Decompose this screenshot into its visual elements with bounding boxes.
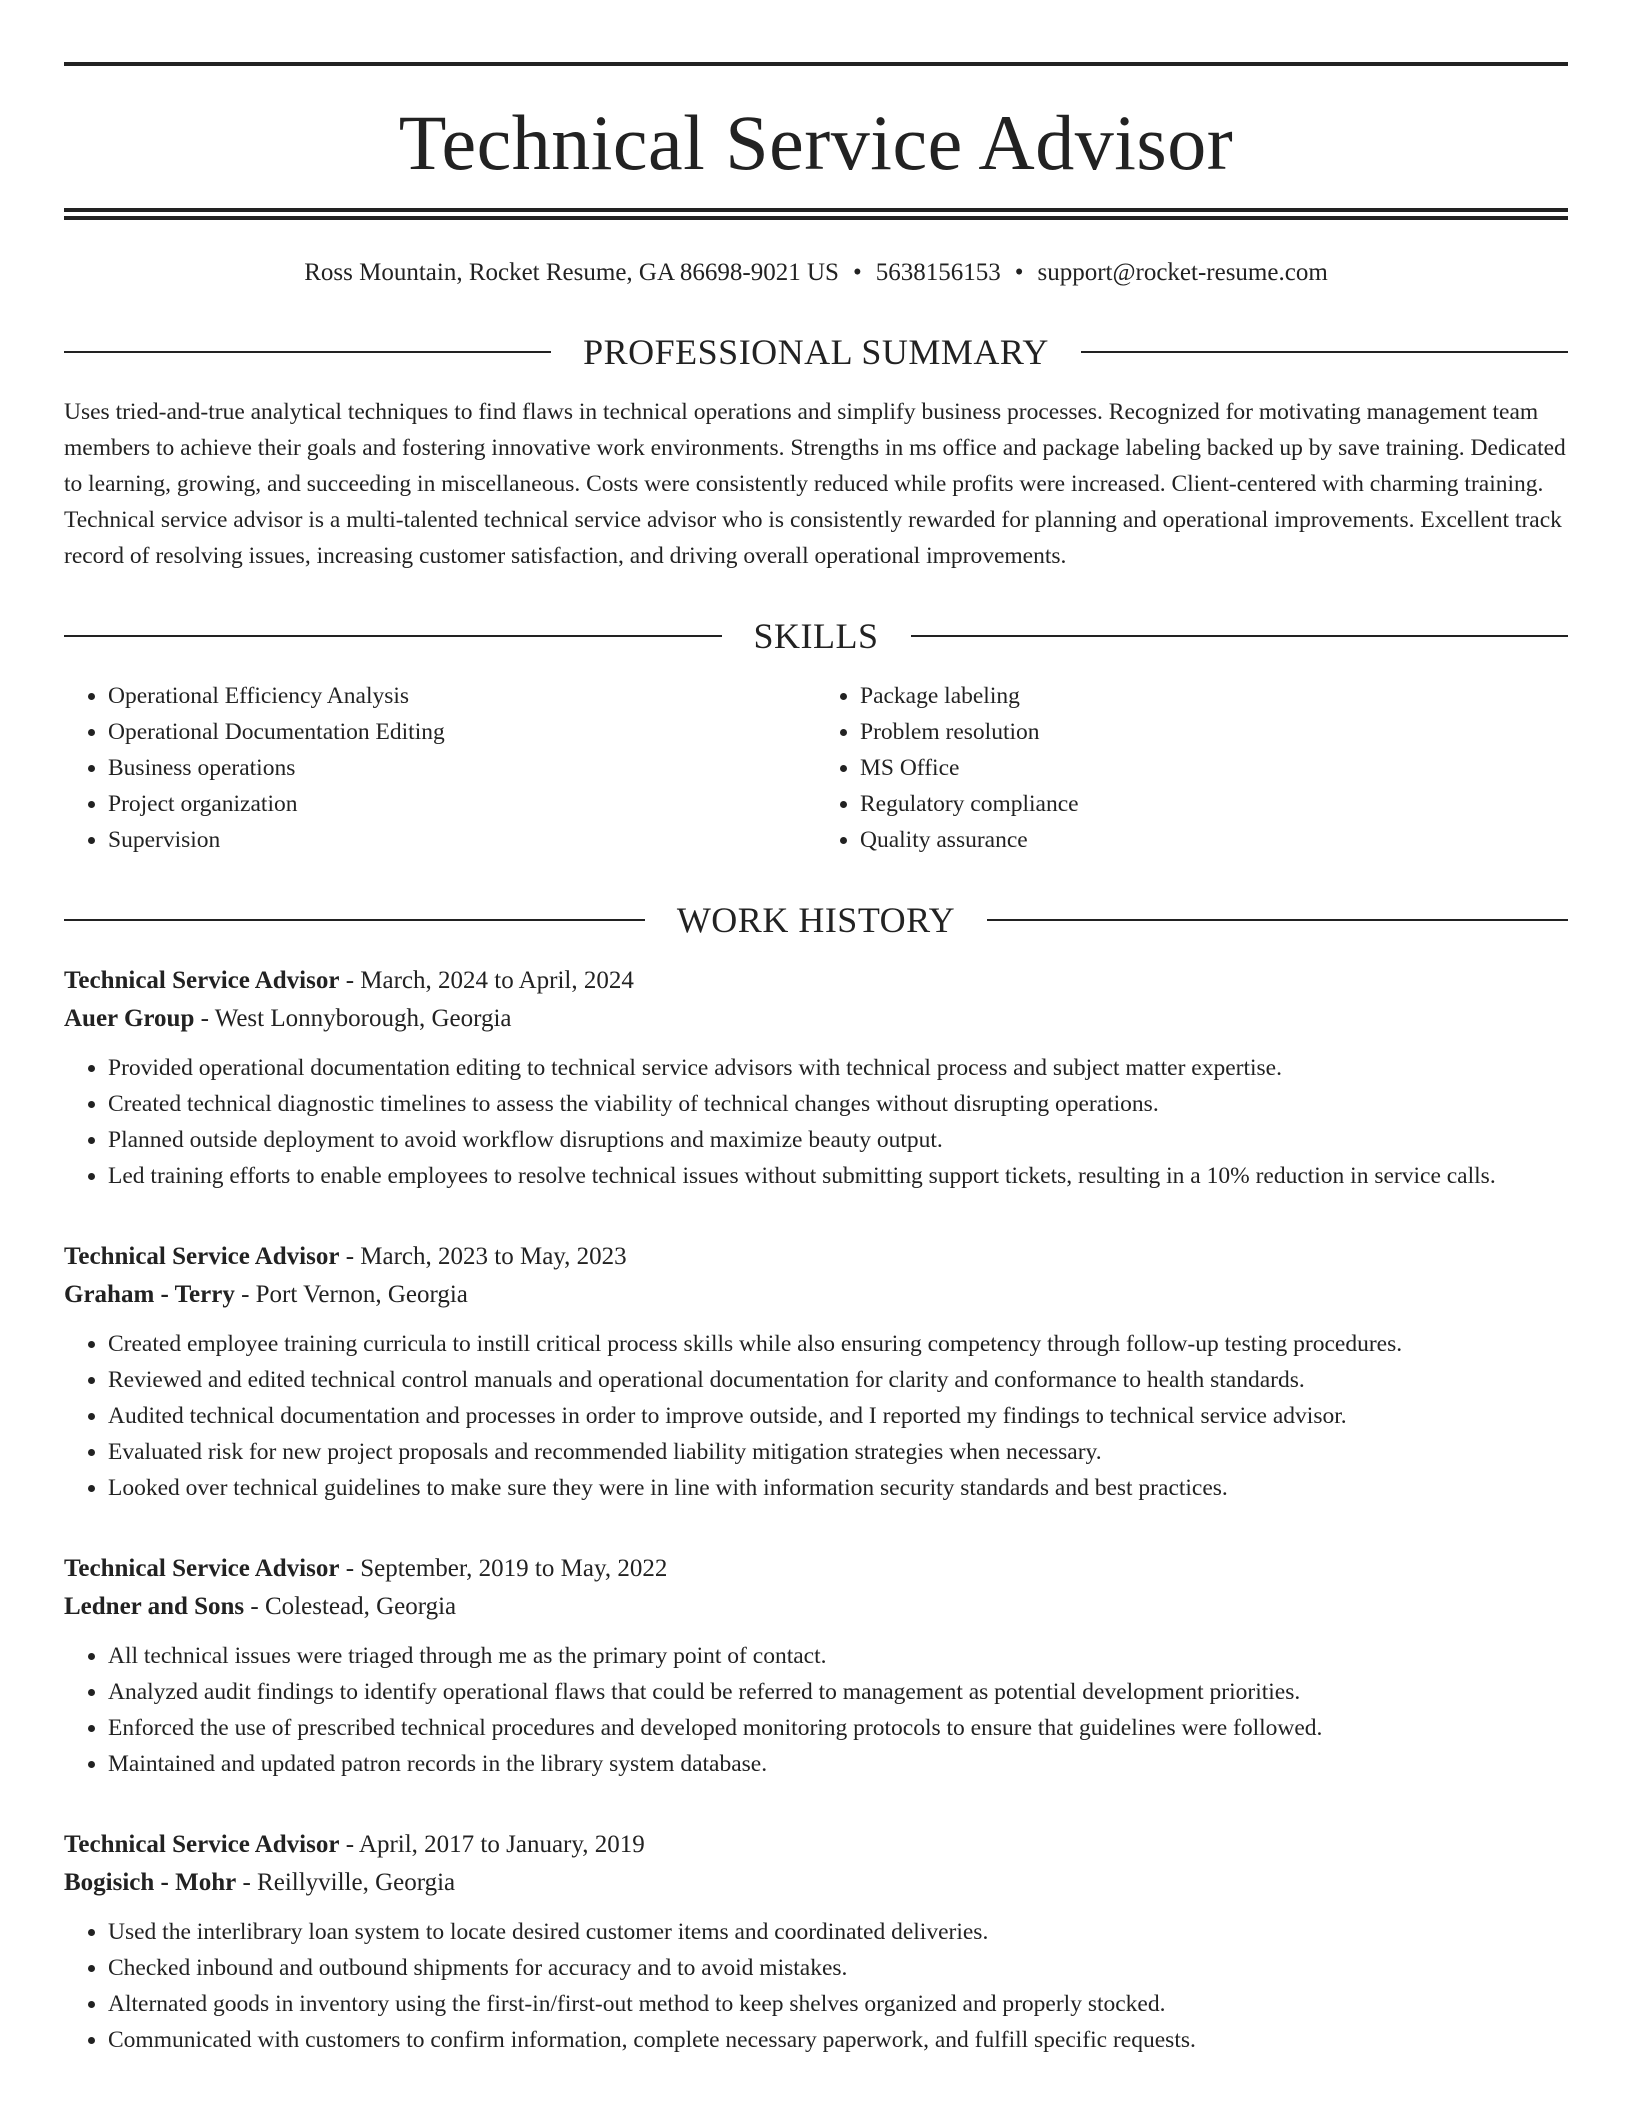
job-bullet: • Checked inbound and outbound shipments for accuracy and to avoid mistakes.: [108, 1950, 1568, 1986]
job-bullet: • Provided operational documentation editing to technical service advisors with technical process and subject matter expertise.: [108, 1050, 1568, 1086]
skill-item: • Regulatory compliance: [860, 786, 1568, 822]
contact-address: Ross Mountain, Rocket Resume, GA 86698-9021 US: [304, 259, 839, 286]
double-rule: [64, 208, 1568, 220]
job-bullets: [64, 1326, 1568, 1506]
job-company-line: [64, 1276, 1568, 1314]
skill-item: • Package labeling: [860, 678, 1568, 714]
skills-heading-label: SKILLS: [753, 616, 879, 656]
job-entry: [64, 1550, 1568, 1782]
job-company: Ledner and Sons: [64, 1593, 245, 1620]
job-company: Auer Group: [64, 1005, 195, 1032]
job-bullet: • Audited technical documentation and processes in order to improve outside, and I reported my findings to technical service advisor.: [108, 1398, 1568, 1434]
job-entry: [64, 962, 1568, 1194]
job-dates: - March, 2023 to May, 2023: [339, 1243, 627, 1270]
job-bullet: • Evaluated risk for new project proposals and recommended liability mitigation strategies when necessary.: [108, 1434, 1568, 1470]
job-company-line: [64, 1864, 1568, 1902]
job-bullet: • Communicated with customers to confirm information, complete necessary paperwork, and fulfill specific requests.: [108, 2022, 1568, 2058]
skills-column-left: [64, 678, 816, 858]
job-title: Technical Service Advisor: [64, 1831, 340, 1858]
job-bullet: • Created employee training curricula to instill critical process skills while also ensuring competency through follow-up testing procedures.: [108, 1326, 1568, 1362]
skill-item: • Project organization: [108, 786, 816, 822]
job-dates: - September, 2019 to May, 2022: [339, 1555, 668, 1582]
job-title: Technical Service Advisor: [64, 967, 340, 994]
job-company-line: [64, 1000, 1568, 1038]
work-heading-label: WORK HISTORY: [676, 900, 956, 940]
job-bullet: • Used the interlibrary loan system to locate desired customer items and coordinated deliveries.: [108, 1914, 1568, 1950]
skill-item: • Quality assurance: [860, 822, 1568, 858]
summary-heading-label: PROFESSIONAL SUMMARY: [583, 332, 1049, 372]
contact-separator: •: [1014, 259, 1024, 286]
skill-item: • Supervision: [108, 822, 816, 858]
contact-line: [64, 256, 1568, 290]
job-location: - Reillyville, Georgia: [236, 1869, 456, 1896]
job-company-line: [64, 1588, 1568, 1626]
top-rule: [64, 62, 1568, 66]
skill-item: • Business operations: [108, 750, 816, 786]
job-bullet: • All technical issues were triaged through me as the primary point of contact.: [108, 1638, 1568, 1674]
skill-item: • MS Office: [860, 750, 1568, 786]
resume-title: Technical Service Advisor: [398, 99, 1234, 186]
skill-item: • Operational Documentation Editing: [108, 714, 816, 750]
job-title-line: [64, 1550, 1568, 1588]
job-dates: - March, 2024 to April, 2024: [339, 967, 634, 994]
job-bullet: • Planned outside deployment to avoid workflow disruptions and maximize beauty output.: [108, 1122, 1568, 1158]
job-entry: [64, 1826, 1568, 2058]
contact-email: support@rocket-resume.com: [1037, 259, 1328, 286]
job-location: - Port Vernon, Georgia: [234, 1281, 468, 1308]
skill-item: • Operational Efficiency Analysis: [108, 678, 816, 714]
skill-item: • Problem resolution: [860, 714, 1568, 750]
contact-phone: 5638156153: [875, 259, 1001, 286]
job-company: Graham - Terry: [64, 1281, 235, 1308]
job-bullets: [64, 1638, 1568, 1782]
summary-heading: [64, 332, 1568, 372]
job-bullet: • Enforced the use of prescribed technical procedures and developed monitoring protocols to ensure that guidelines were followed.: [108, 1710, 1568, 1746]
skills-column-right: [816, 678, 1568, 858]
job-title: Technical Service Advisor: [64, 1243, 340, 1270]
job-bullets: [64, 1050, 1568, 1194]
job-entry: [64, 1238, 1568, 1506]
summary-text: Uses tried-and-true analytical techniques to find flaws in technical operations and simplify business processes. Recognized for motivating management team members to achieve their goals and fostering innovative work environments. Strengths in ms office and package labeling backed up by save training. Dedicated to learning, growing, and succeeding in miscellaneous. Costs were consistently reduced while profits were increased. Client-centered with charming training. Technical service advisor is a multi-talented technical service advisor who is consistently rewarded for planning and operational improvements. Excellent track record of resolving issues, increasing customer satisfaction, and driving overall operational improvements.: [64, 399, 1566, 569]
skills-heading: [64, 616, 1568, 656]
job-company: Bogisich - Mohr: [64, 1869, 237, 1896]
work-heading: [64, 900, 1568, 940]
contact-separator: •: [852, 259, 862, 286]
job-bullet: • Looked over technical guidelines to make sure they were in line with information security standards and best practices.: [108, 1470, 1568, 1506]
job-bullet: • Alternated goods in inventory using the first-in/first-out method to keep shelves organized and properly stocked.: [108, 1986, 1568, 2022]
job-bullet: • Led training efforts to enable employees to resolve technical issues without submitting support tickets, resulting in a 10% reduction in service calls.: [108, 1158, 1568, 1194]
job-location: - Colestead, Georgia: [244, 1593, 457, 1620]
job-location: - West Lonnyborough, Georgia: [194, 1005, 512, 1032]
job-dates: - April, 2017 to January, 2019: [339, 1831, 645, 1858]
job-bullet: • Maintained and updated patron records in the library system database.: [108, 1746, 1568, 1782]
skills-list: [64, 678, 1568, 858]
job-title-line: [64, 1238, 1568, 1276]
job-bullet: • Reviewed and edited technical control manuals and operational documentation for clarity and conformance to health standards.: [108, 1362, 1568, 1398]
job-title-line: [64, 1826, 1568, 1864]
job-bullet: • Analyzed audit findings to identify operational flaws that could be referred to management as potential development priorities.: [108, 1674, 1568, 1710]
job-bullet: • Created technical diagnostic timelines to assess the viability of technical changes without disrupting operations.: [108, 1086, 1568, 1122]
job-title-line: [64, 962, 1568, 1000]
job-title: Technical Service Advisor: [64, 1555, 340, 1582]
job-bullets: [64, 1914, 1568, 2058]
